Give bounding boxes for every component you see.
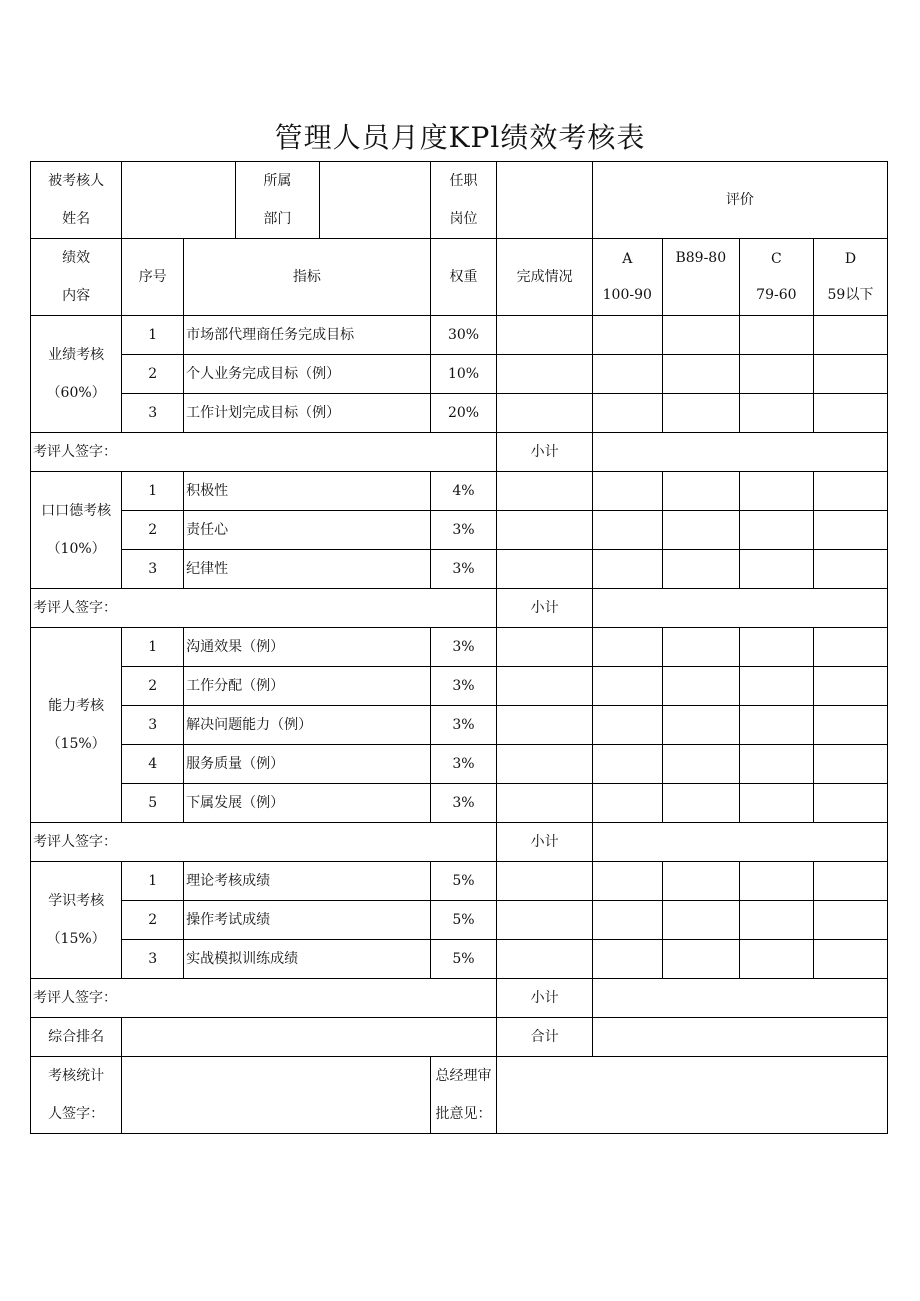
completion-field[interactable]: [497, 511, 592, 550]
seq-cell: 1: [122, 628, 184, 667]
seq-cell: 4: [122, 745, 184, 784]
grade-d-header: D 59以下: [813, 239, 887, 316]
table-row: [31, 511, 888, 550]
table-row: [31, 667, 888, 706]
grade-b-field[interactable]: [662, 940, 739, 979]
seq-cell: 3: [122, 394, 184, 433]
completion-field[interactable]: [497, 472, 592, 511]
table-row: [31, 862, 888, 901]
ranking-label: 综合排名: [31, 1018, 122, 1057]
subtotal-label: 小计: [497, 979, 592, 1018]
completion-field[interactable]: [497, 901, 592, 940]
stat-signer-field[interactable]: [122, 1057, 430, 1134]
weight-header: 权重: [430, 239, 497, 316]
table-row: [31, 901, 888, 940]
grade-a-field[interactable]: [592, 862, 662, 901]
subtotal-label: 小计: [497, 589, 592, 628]
section-name: 业绩考核 （60%）: [31, 316, 122, 433]
grade-c-field[interactable]: [739, 355, 813, 394]
assessee-name-field[interactable]: [122, 162, 236, 239]
grade-a-field[interactable]: [592, 316, 662, 355]
grade-b-field[interactable]: [662, 706, 739, 745]
grade-c-field[interactable]: [739, 628, 813, 667]
grade-d-field[interactable]: [813, 901, 887, 940]
weight-cell: 5%: [430, 862, 497, 901]
weight-cell: 5%: [430, 940, 497, 979]
post-label: 任职 岗位: [430, 162, 497, 239]
grade-c-field[interactable]: [739, 472, 813, 511]
gm-approval-field[interactable]: [497, 1057, 888, 1134]
grade-a-field[interactable]: [592, 355, 662, 394]
gm-approval-label: 总经理审 批意见：: [430, 1057, 497, 1134]
weight-cell: 3%: [430, 550, 497, 589]
grade-b-field[interactable]: [662, 355, 739, 394]
grade-c-field[interactable]: [739, 706, 813, 745]
grade-d-field[interactable]: [813, 745, 887, 784]
column-header-row: [31, 239, 888, 316]
dept-label: 所属 部门: [235, 162, 319, 239]
approval-row: [31, 1057, 888, 1134]
table-row: [31, 355, 888, 394]
grade-c-header: C 79-60: [739, 239, 813, 316]
grade-b-field[interactable]: [662, 667, 739, 706]
kpi-table: [30, 161, 888, 1134]
grade-d-field[interactable]: [813, 355, 887, 394]
grade-a-field[interactable]: [592, 667, 662, 706]
grade-a-field[interactable]: [592, 628, 662, 667]
indicator-cell: 下属发展（例）: [184, 784, 430, 823]
subtotal-field[interactable]: [592, 433, 887, 472]
grade-a-field[interactable]: [592, 784, 662, 823]
table-row: [31, 472, 888, 511]
evaluation-header: 评价: [592, 162, 887, 239]
grade-a-field[interactable]: [592, 745, 662, 784]
subtotal-row: [31, 433, 888, 472]
indicator-cell: 积极性: [184, 472, 430, 511]
grade-b-field[interactable]: [662, 472, 739, 511]
grade-d-field[interactable]: [813, 550, 887, 589]
weight-cell: 3%: [430, 784, 497, 823]
grade-b-header: B89-80: [662, 239, 739, 316]
seq-cell: 2: [122, 667, 184, 706]
completion-field[interactable]: [497, 628, 592, 667]
subtotal-row: [31, 589, 888, 628]
indicator-cell: 纪律性: [184, 550, 430, 589]
signer-label: 考评人签字：: [31, 589, 497, 628]
indicator-cell: 解决问题能力（例）: [184, 706, 430, 745]
table-row: [31, 706, 888, 745]
grade-d-field[interactable]: [813, 667, 887, 706]
grade-c-field[interactable]: [739, 316, 813, 355]
section-name: 能力考核 （15%）: [31, 628, 122, 823]
subtotal-field[interactable]: [592, 589, 887, 628]
completion-field[interactable]: [497, 706, 592, 745]
weight-cell: 3%: [430, 745, 497, 784]
completion-field[interactable]: [497, 316, 592, 355]
grade-a-field[interactable]: [592, 706, 662, 745]
signer-label: 考评人签字：: [31, 979, 497, 1018]
seq-cell: 1: [122, 316, 184, 355]
grade-c-field[interactable]: [739, 940, 813, 979]
table-row: [31, 394, 888, 433]
seq-cell: 2: [122, 901, 184, 940]
grade-b-field[interactable]: [662, 901, 739, 940]
grade-b-field[interactable]: [662, 550, 739, 589]
completion-header: 完成情况: [497, 239, 592, 316]
table-row: [31, 940, 888, 979]
completion-field[interactable]: [497, 940, 592, 979]
table-row: [31, 316, 888, 355]
page-title: 管理人员月度KPl绩效考核表: [274, 121, 646, 154]
completion-field[interactable]: [497, 550, 592, 589]
indicator-cell: 服务质量（例）: [184, 745, 430, 784]
seq-cell: 1: [122, 862, 184, 901]
grade-c-field[interactable]: [739, 511, 813, 550]
grade-c-field[interactable]: [739, 901, 813, 940]
seq-header: 序号: [122, 239, 184, 316]
indicator-cell: 责任心: [184, 511, 430, 550]
seq-cell: 3: [122, 550, 184, 589]
grade-b-field[interactable]: [662, 745, 739, 784]
indicator-cell: 操作考试成绩: [184, 901, 430, 940]
grade-d-field[interactable]: [813, 316, 887, 355]
indicator-header: 指标: [184, 239, 430, 316]
subtotal-label: 小计: [497, 823, 592, 862]
completion-field[interactable]: [497, 745, 592, 784]
subtotal-field[interactable]: [592, 823, 887, 862]
table-row: [31, 550, 888, 589]
subtotal-field[interactable]: [592, 979, 887, 1018]
table-row: [31, 628, 888, 667]
weight-cell: 30%: [430, 316, 497, 355]
stat-signer-label: 考核统计 人签字：: [31, 1057, 122, 1134]
section-name: 口口德考核 （10%）: [31, 472, 122, 589]
indicator-cell: 个人业务完成目标（例）: [184, 355, 430, 394]
seq-cell: 1: [122, 472, 184, 511]
section-name: 学识考核 （15%）: [31, 862, 122, 979]
weight-cell: 10%: [430, 355, 497, 394]
seq-cell: 2: [122, 511, 184, 550]
signer-label: 考评人签字：: [31, 433, 497, 472]
table-row: [31, 745, 888, 784]
grade-d-field[interactable]: [813, 940, 887, 979]
weight-cell: 3%: [430, 706, 497, 745]
grade-b-field[interactable]: [662, 316, 739, 355]
grade-c-field[interactable]: [739, 550, 813, 589]
header-row: [31, 162, 888, 239]
grade-b-field[interactable]: [662, 784, 739, 823]
subtotal-row: [31, 823, 888, 862]
grade-a-field[interactable]: [592, 511, 662, 550]
indicator-cell: 工作计划完成目标（例）: [184, 394, 430, 433]
indicator-cell: 工作分配（例）: [184, 667, 430, 706]
seq-cell: 5: [122, 784, 184, 823]
grade-b-field[interactable]: [662, 394, 739, 433]
weight-cell: 3%: [430, 511, 497, 550]
post-field[interactable]: [497, 162, 592, 239]
grade-d-field[interactable]: [813, 706, 887, 745]
subtotal-row: [31, 979, 888, 1018]
ranking-row: [31, 1018, 888, 1057]
grade-b-field[interactable]: [662, 511, 739, 550]
total-label: 合计: [497, 1018, 592, 1057]
grade-c-field[interactable]: [739, 784, 813, 823]
seq-cell: 3: [122, 706, 184, 745]
grade-d-field[interactable]: [813, 862, 887, 901]
indicator-cell: 实战模拟训练成绩: [184, 940, 430, 979]
completion-field[interactable]: [497, 784, 592, 823]
weight-cell: 20%: [430, 394, 497, 433]
grade-c-field[interactable]: [739, 862, 813, 901]
total-field[interactable]: [592, 1018, 887, 1057]
grade-a-field[interactable]: [592, 394, 662, 433]
grade-c-field[interactable]: [739, 394, 813, 433]
weight-cell: 3%: [430, 628, 497, 667]
grade-d-field[interactable]: [813, 628, 887, 667]
assessee-label: 被考核人 姓名: [31, 162, 122, 239]
signer-label: 考评人签字：: [31, 823, 497, 862]
grade-a-field[interactable]: [592, 901, 662, 940]
seq-cell: 3: [122, 940, 184, 979]
indicator-cell: 沟通效果（例）: [184, 628, 430, 667]
grade-c-field[interactable]: [739, 667, 813, 706]
grade-d-field[interactable]: [813, 472, 887, 511]
weight-cell: 3%: [430, 667, 497, 706]
grade-d-field[interactable]: [813, 394, 887, 433]
subtotal-label: 小计: [497, 433, 592, 472]
completion-field[interactable]: [497, 667, 592, 706]
completion-field[interactable]: [497, 355, 592, 394]
indicator-cell: 理论考核成绩: [184, 862, 430, 901]
table-row: [31, 784, 888, 823]
grade-d-field[interactable]: [813, 511, 887, 550]
ranking-field[interactable]: [122, 1018, 497, 1057]
grade-a-field[interactable]: [592, 472, 662, 511]
weight-cell: 4%: [430, 472, 497, 511]
dept-field[interactable]: [320, 162, 431, 239]
completion-field[interactable]: [497, 394, 592, 433]
grade-a-field[interactable]: [592, 940, 662, 979]
grade-b-field[interactable]: [662, 628, 739, 667]
content-header: 绩效 内容: [31, 239, 122, 316]
completion-field[interactable]: [497, 862, 592, 901]
grade-a-field[interactable]: [592, 550, 662, 589]
grade-c-field[interactable]: [739, 745, 813, 784]
grade-d-field[interactable]: [813, 784, 887, 823]
grade-b-field[interactable]: [662, 862, 739, 901]
indicator-cell: 市场部代理商任务完成目标: [184, 316, 430, 355]
grade-a-header: A 100-90: [592, 239, 662, 316]
weight-cell: 5%: [430, 901, 497, 940]
seq-cell: 2: [122, 355, 184, 394]
